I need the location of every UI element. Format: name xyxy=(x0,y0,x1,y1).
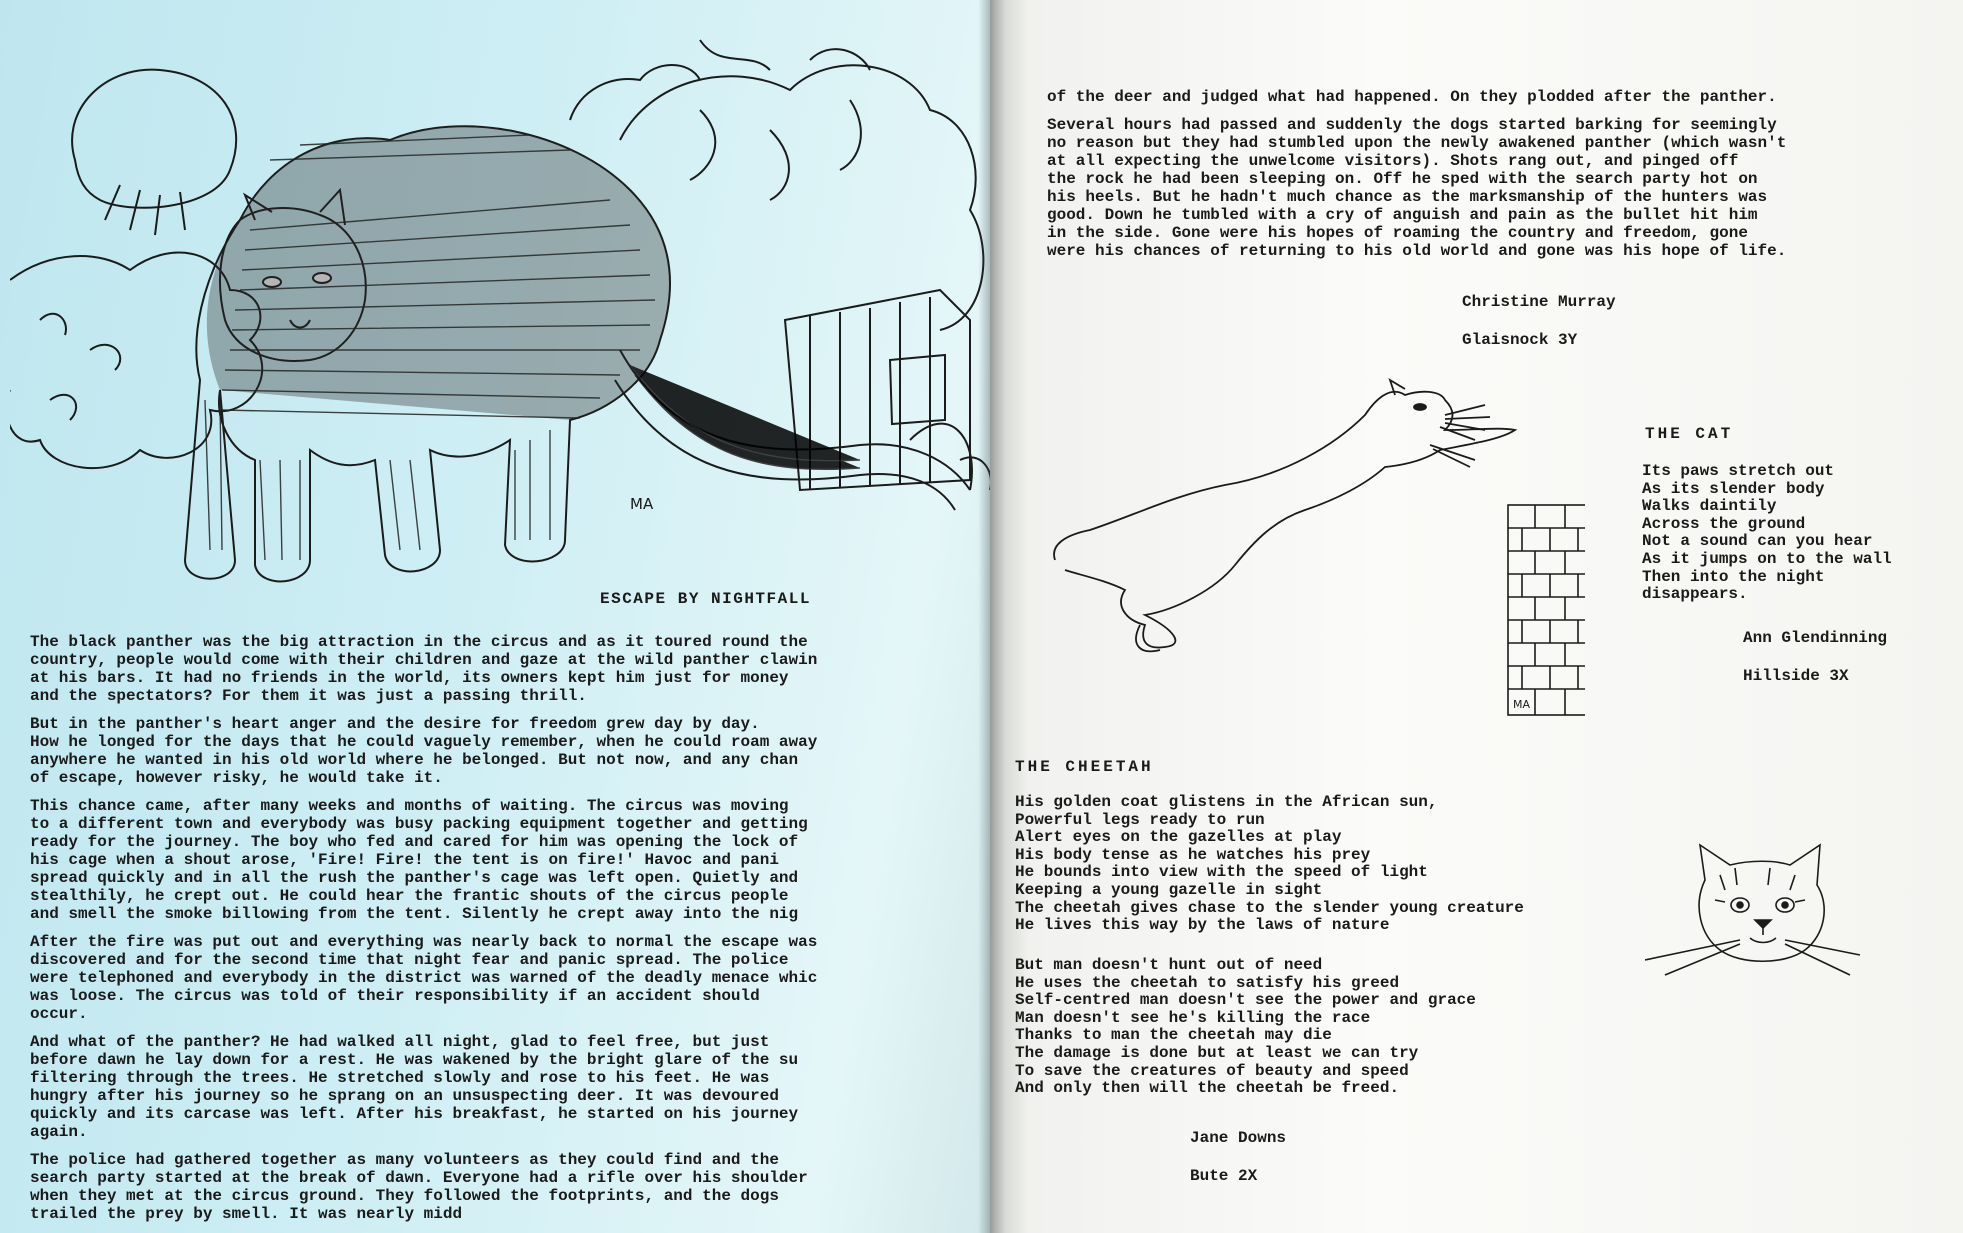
story-title: ESCAPE BY NIGHTFALL xyxy=(600,590,811,608)
cat-poem-lines: Its paws stretch out As its slender body Walks daintily Across the ground Not a sound can you hear As it jumps on to the wall Then into the night disappears. xyxy=(1642,462,1892,604)
author-class: Bute 2X xyxy=(1190,1167,1258,1185)
cheetah-poem-stanza-1: His golden coat glistens in the African sun, Powerful legs ready to run Alert eyes on the gazelles at play His body tense as he watches his prey He bounds into view with the speed of light Keeping a young gazelle in sight The cheetah gives chase to the slender young creature He lives this way by the laws of nature xyxy=(1015,793,1524,935)
author-ann xyxy=(1743,610,1887,686)
leaping-cat-illustration xyxy=(1045,375,1585,720)
author-jane xyxy=(1190,1110,1286,1186)
author-class: Hillside 3X xyxy=(1743,667,1849,685)
story-continuation xyxy=(1047,88,1947,270)
cheetah-poem-title: THE CHEETAH xyxy=(1015,758,1154,776)
story-paragraph-4: After the fire was put out and everything was nearly back to normal the escape was discovered and for the second time that night fear and panic spread. The police were telephoned and everybody in the district was warned of the deadly menace whic was loose. The circus was told of their responsibility if an accident should occur. xyxy=(30,933,818,1023)
author-name: Jane Downs xyxy=(1190,1129,1287,1147)
story-text xyxy=(30,633,985,1233)
panther-artist-initials: MA xyxy=(630,495,654,513)
story-paragraph-3: This chance came, after many weeks and months of waiting. The circus was moving to a different town and everybody was busy packing equipment together and getting ready for the journey. The boy who fed and cared for him was opening the lock of his cage when a shout arose, 'Fire! Fire! the tent is on fire!' Havoc and pani spread quickly and in all the rush the panther's cage was left open. Quietly and stealthily, he crept out. He could hear the frantic shouts of the circus people and smell the smoke billowing from the tent. Silently he crept away into the nig xyxy=(30,797,808,923)
author-name: Ann Glendinning xyxy=(1743,629,1888,647)
story-paragraph-5: And what of the panther? He had walked all night, glad to feel free, but just before dawn he lay down for a rest. He was wakened by the bright glare of the su filtering through the trees. He stretched slowly and rose to his feet. He was hungry after his journey so he sprang on an unsuspecting deer. It was devoured quickly and its carcase was left. After his breakfast, he started on his journey again. xyxy=(30,1033,799,1141)
continuation-paragraph: Several hours had passed and suddenly the dogs started barking for seemingly no reason but they had stumbled upon the newly awakened panther (which wasn't at all expecting the unwelcome visitors). Shots rang out, and pinged off the rock he had been sleeping on. Off he sped with the search party hot on his heels. But he hadn't much chance as the marksmanship of the hunters was good. Down he tumbled with a cry of anguish and pain as the bullet hit him in the side. Gone were his hopes of roaming the country and freedom, gone were his chances of returning to his old world and gone was his hope of life. xyxy=(1047,116,1787,260)
author-name: Christine Murray xyxy=(1462,293,1616,311)
continuation-line: of the deer and judged what had happened. On they plodded after the panther. xyxy=(1047,88,1777,106)
story-paragraph-1: The black panther was the big attraction in the circus and as it toured round the country, people would come with their children and gaze at the wild panther clawin at his bars. It had no friends in the world, its owners kept him just for money and the spectators? For them it was just a passing thrill. xyxy=(30,633,818,705)
panther-illustration xyxy=(10,20,990,590)
cat-artist-initials: MA xyxy=(1513,698,1531,711)
cheetah-face-illustration xyxy=(1645,840,1865,980)
story-paragraph-2: But in the panther's heart anger and the desire for freedom grew day by day. How he longed for the days that he could vaguely remember, when he could roam away anywhere he wanted in his old world where he belonged. But not now, and any chan of escape, however risky, he would take it. xyxy=(30,715,818,787)
story-paragraph-6: The police had gathered together as many volunteers as they could find and the search party started at the break of dawn. Everyone had a rifle over his shoulder when they met at the circus ground. They followed the footprints, and the dogs trailed the prey by smell. It was nearly midd xyxy=(30,1151,808,1223)
cheetah-poem-stanza-2: But man doesn't hunt out of need He uses the cheetah to satisfy his greed Self-centred man doesn't see the power and grace Man doesn't see he's killing the race Thanks to man the cheetah may die The damage is done but at least we can try To save the creatures of beauty and speed And only then will the cheetah be freed. xyxy=(1015,956,1476,1098)
author-christine xyxy=(1462,274,1616,350)
right-page xyxy=(990,0,1963,1233)
cat-poem-title: THE CAT xyxy=(1645,425,1734,443)
author-class: Glaisnock 3Y xyxy=(1462,331,1578,349)
